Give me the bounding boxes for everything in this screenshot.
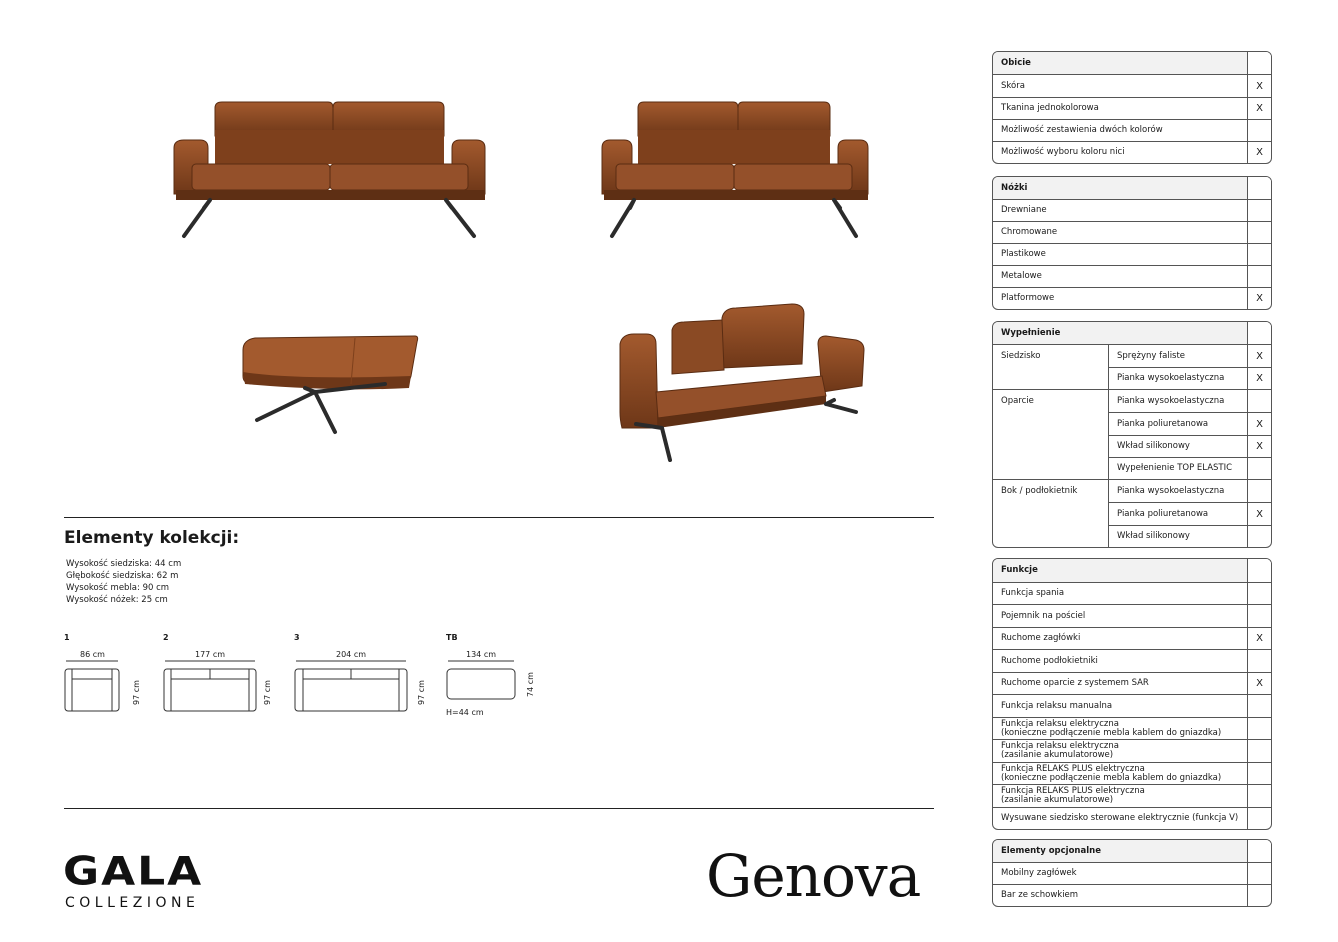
check-mark: X: [1247, 413, 1271, 435]
table-row: Wkład silikonowy X: [1109, 435, 1271, 457]
check-mark: X: [1247, 142, 1271, 163]
table-row: Metalowe: [993, 265, 1271, 287]
element-number: 1: [64, 633, 70, 642]
check-mark: [1247, 650, 1271, 672]
spec-height: Wysokość mebla: 90 cm: [66, 583, 170, 593]
table-row: Ruchome podłokietniki: [993, 649, 1271, 672]
table-row: Pianka wysokoelastyczna: [1109, 480, 1271, 502]
check-mark: [1247, 583, 1271, 604]
table-row: Funkcja relaksu manualna: [993, 694, 1271, 717]
table-row: Funkcja RELAKS PLUS elektryczna (konieczne podłączenie mebla kablem do gniazdka): [993, 762, 1271, 784]
table-obicie: [992, 51, 1272, 164]
check-mark: X: [1247, 288, 1271, 309]
table-row: Wypełenienie TOP ELASTIC: [1109, 457, 1271, 479]
table-row: Funkcja spania: [993, 582, 1271, 604]
element-3-drawing: [294, 659, 412, 715]
table-funkcje: [992, 558, 1272, 830]
table-row: Wkład silikonowy: [1109, 525, 1271, 547]
group-oparcie: Oparcie Pianka wysokoelastyczna Pianka poliuretanowa X Wkład silikonowy X Wypełenienie TOP ELASTIC: [993, 389, 1271, 479]
spec-seat-height: Wysokość siedziska: 44 cm: [66, 559, 182, 569]
sofa-front-image-2: [598, 96, 873, 246]
element-number: TB: [446, 633, 458, 642]
element-number: 2: [163, 633, 169, 642]
check-mark: [1247, 863, 1271, 884]
sofa-angled-image: [612, 300, 870, 465]
table-row: Funkcja relaksu elektryczna (konieczne podłączenie mebla kablem do gniazdka): [993, 717, 1271, 739]
check-mark: [1247, 785, 1271, 807]
table-row: Pianka poliuretanowa X: [1109, 412, 1271, 435]
table-opcjonalne: [992, 839, 1272, 907]
table-row: Ruchome zagłówki X: [993, 627, 1271, 649]
element-height: 97 cm: [132, 680, 141, 705]
model-name: Genova: [706, 842, 921, 910]
brand-logo: [63, 852, 283, 915]
element-tb-drawing: [446, 659, 520, 703]
table-row: Pianka wysokoelastyczna: [1109, 390, 1271, 412]
gala-logo: [63, 852, 283, 910]
table-row: Możliwość zestawienia dwóch kolorów: [993, 119, 1271, 141]
spec-seat-depth: Głębokość siedziska: 62 m: [66, 571, 179, 581]
table-row: Ruchome oparcie z systemem SAR X: [993, 672, 1271, 694]
sofa-front-image: [170, 96, 490, 246]
check-mark: [1247, 200, 1271, 221]
check-mark: [1247, 222, 1271, 243]
table-row: Chromowane: [993, 221, 1271, 243]
table-header: Obicie: [993, 52, 1271, 74]
check-mark: [1247, 458, 1271, 479]
table-wypelnienie: [992, 321, 1272, 548]
table-nozki: [992, 176, 1272, 310]
ottoman-image: [235, 328, 425, 440]
check-mark: X: [1247, 628, 1271, 649]
table-row: Platformowe X: [993, 287, 1271, 309]
table-header: Nóżki: [993, 177, 1271, 199]
check-mark: [1247, 480, 1271, 502]
spec-leg-height: Wysokość nóżek: 25 cm: [66, 595, 168, 605]
table-row: Drewniane: [993, 199, 1271, 221]
divider-bottom: [64, 808, 934, 809]
table-row: Możliwość wyboru koloru nici X: [993, 141, 1271, 163]
group-bok: Bok / podłokietnik Pianka wysokoelastyczna Pianka poliuretanowa X Wkład silikonowy: [993, 479, 1271, 547]
table-row: Pianka poliuretanowa X: [1109, 502, 1271, 525]
table-row: Pojemnik na pościel: [993, 604, 1271, 627]
table-row: Tkanina jednokolorowa X: [993, 97, 1271, 119]
check-mark: [1247, 526, 1271, 547]
table-header: Wypełnienie: [993, 322, 1271, 344]
brand-name: GALA: [63, 852, 204, 894]
check-mark: [1247, 120, 1271, 141]
check-mark: X: [1247, 503, 1271, 525]
table-row: Wysuwane siedzisko sterowane elektrycznie (funkcja V): [993, 807, 1271, 829]
element-1-drawing: [64, 659, 124, 715]
element-number: 3: [294, 633, 300, 642]
element-height: 74 cm: [526, 672, 535, 697]
table-row: Skóra X: [993, 74, 1271, 97]
check-mark: X: [1247, 436, 1271, 457]
element-width: 134 cm: [466, 650, 497, 659]
table-row: Funkcja relaksu elektryczna (zasilanie akumulatorowe): [993, 739, 1271, 762]
table-row: Pianka wysokoelastyczna X: [1109, 367, 1271, 389]
check-mark: [1247, 695, 1271, 717]
table-row: Sprężyny faliste X: [1109, 345, 1271, 367]
check-mark: [1247, 885, 1271, 906]
element-width: 204 cm: [336, 650, 367, 659]
table-row: Bar ze schowkiem: [993, 884, 1271, 906]
check-mark: [1247, 763, 1271, 784]
table-header: Funkcje: [993, 559, 1271, 582]
check-mark: [1247, 266, 1271, 287]
collection-title: Elementy kolekcji:: [64, 528, 240, 548]
divider-top: [64, 517, 934, 518]
check-mark: X: [1247, 345, 1271, 367]
table-row: Funkcja RELAKS PLUS elektryczna (zasilanie akumulatorowe): [993, 784, 1271, 807]
check-mark: [1247, 244, 1271, 265]
element-height: 97 cm: [417, 680, 426, 705]
table-row: Plastikowe: [993, 243, 1271, 265]
check-mark: [1247, 605, 1271, 627]
check-mark: X: [1247, 368, 1271, 389]
check-mark: X: [1247, 75, 1271, 97]
check-mark: X: [1247, 673, 1271, 694]
group-siedzisko: Siedzisko Sprężyny faliste X Pianka wysokoelastyczna X: [993, 344, 1271, 389]
check-mark: [1247, 740, 1271, 762]
check-mark: [1247, 808, 1271, 829]
element-height: 97 cm: [263, 680, 272, 705]
table-row: Mobilny zagłówek: [993, 862, 1271, 884]
check-mark: [1247, 390, 1271, 412]
table-header: Elementy opcjonalne: [993, 840, 1271, 862]
element-extra: H=44 cm: [446, 708, 484, 717]
check-mark: [1247, 718, 1271, 739]
brand-sub: COLLEZIONE: [65, 895, 200, 910]
element-2-drawing: [163, 659, 259, 715]
element-width: 177 cm: [195, 650, 226, 659]
specs-list: [66, 558, 181, 606]
check-mark: X: [1247, 98, 1271, 119]
element-width: 86 cm: [80, 650, 105, 659]
